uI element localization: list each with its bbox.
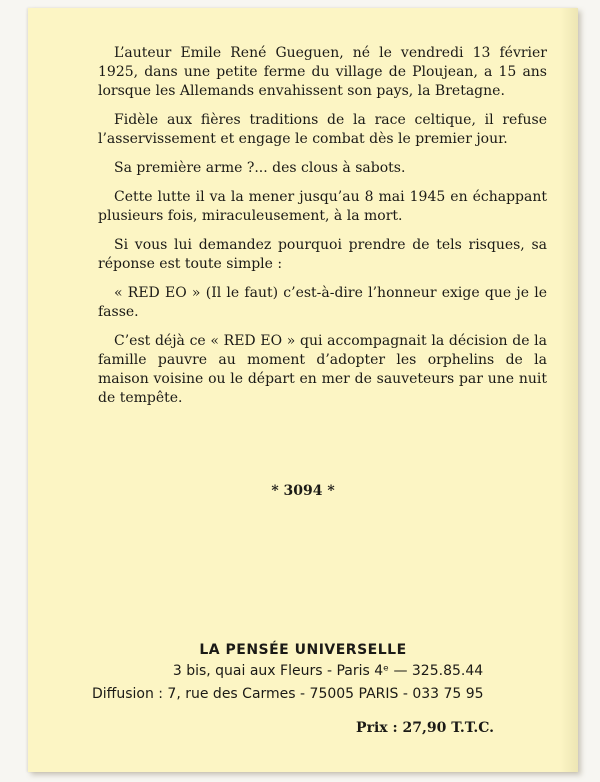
blurb-paragraph-6: « RED EO » (Il le faut) c’est-à-dire l’honneur exige que je le fasse. — [98, 285, 547, 320]
blurb-paragraph-2: Fidèle aux fières traditions de la race celtique, il refuse l’asservissement et engage le combat dès le premier jour. — [98, 112, 547, 147]
publisher-block — [28, 640, 578, 682]
blurb-paragraph-7: C’est déjà ce « RED EO » qui accompagnait la décision de la famille pauvre au moment d’adopter les orphelins de la maison voisine ou le départ en mer de sauveteurs par une nuit de tempête. — [98, 333, 547, 406]
blurb-paragraph-1: L’auteur Emile René Gueguen, né le vendredi 13 février 1925, dans une petite ferme du village de Ploujean, a 15 ans lorsque les Allemands envahissent son pays, la Bretagne. — [98, 45, 547, 99]
blurb-paragraph-5: Si vous lui demandez pourquoi prendre de tels risques, sa réponse est toute simple : — [98, 237, 547, 272]
blurb-text — [98, 44, 547, 418]
blurb-paragraph-3: Sa première arme ?... des clous à sabots. — [114, 160, 406, 176]
publisher-address: 3 bis, quai aux Fleurs - Paris 4ᵉ — 325.85.44 — [172, 663, 484, 679]
blurb-paragraph-4: Cette lutte il va la mener jusqu’au 8 mai 1945 en échappant plusieurs fois, miraculeusement, à la mort. — [98, 189, 547, 224]
diffusion-line: Diffusion : 7, rue des Carmes - 75005 PARIS - 033 75 95 — [92, 686, 484, 702]
publisher-name: LA PENSÉE UNIVERSELLE — [199, 642, 407, 658]
book-back-cover — [28, 8, 578, 772]
price-label: Prix : 27,90 T.T.C. — [356, 720, 494, 736]
catalog-number: * 3094 * — [271, 483, 335, 499]
